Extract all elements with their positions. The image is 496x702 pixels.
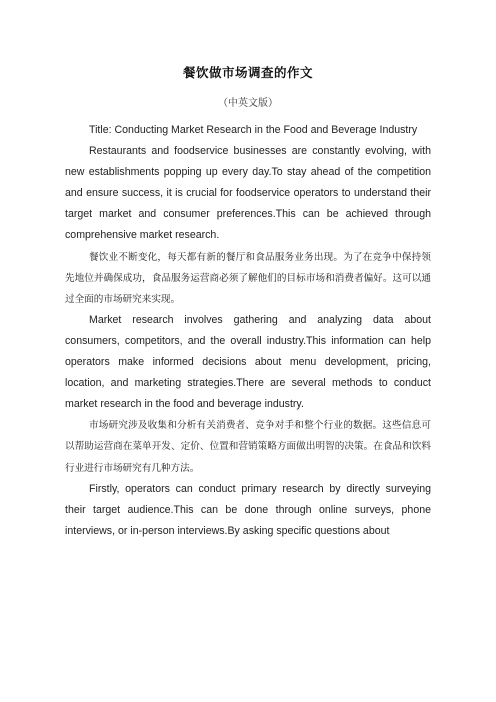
paragraph-english-title: Title: Conducting Market Research in the Food and Beverage Industry: [89, 124, 418, 136]
document-title: 餐饮做市场调查的作文: [182, 65, 313, 80]
document-body: [65, 120, 431, 542]
paragraph-chinese-1: 餐饮业不断变化，每天都有新的餐厅和食品服务业务出现。为了在竞争中保持领先地位并确保成功，食品服务运营商必须了解他们的目标市场和消费者偏好。这可以通过全面的市场研究来实现。: [65, 251, 431, 305]
paragraph-english-2: Market research involves gathering and analyzing data about consumers, competitors, and the overall industry.This information can help operators make informed decisions about menu development, pricing, location, and marketing strategies.There are several methods to conduct market research in the food and beverage industry.: [65, 313, 431, 411]
document-subtitle: （中英文版）: [218, 98, 278, 109]
paragraph-chinese-2: 市场研究涉及收集和分析有关消费者、竞争对手和整个行业的数据。这些信息可以帮助运营商在菜单开发、定价、位置和营销策略方面做出明智的决策。在食品和饮料行业进行市场研究有几种方法。: [65, 420, 431, 474]
paragraph-english-1: Restaurants and foodservice businesses are constantly evolving, with new establishments popping up every day.To stay ahead of the competition and ensure success, it is crucial for foodservice operators to understand their target market and consumer preferences.This can be achieved through comprehensive market research.: [65, 145, 431, 242]
paragraph-english-3: Firstly, operators can conduct primary research by directly surveying their target audience.This can be done through online surveys, phone interviews, or in-person interviews.By asking specific questions about: [65, 482, 431, 537]
